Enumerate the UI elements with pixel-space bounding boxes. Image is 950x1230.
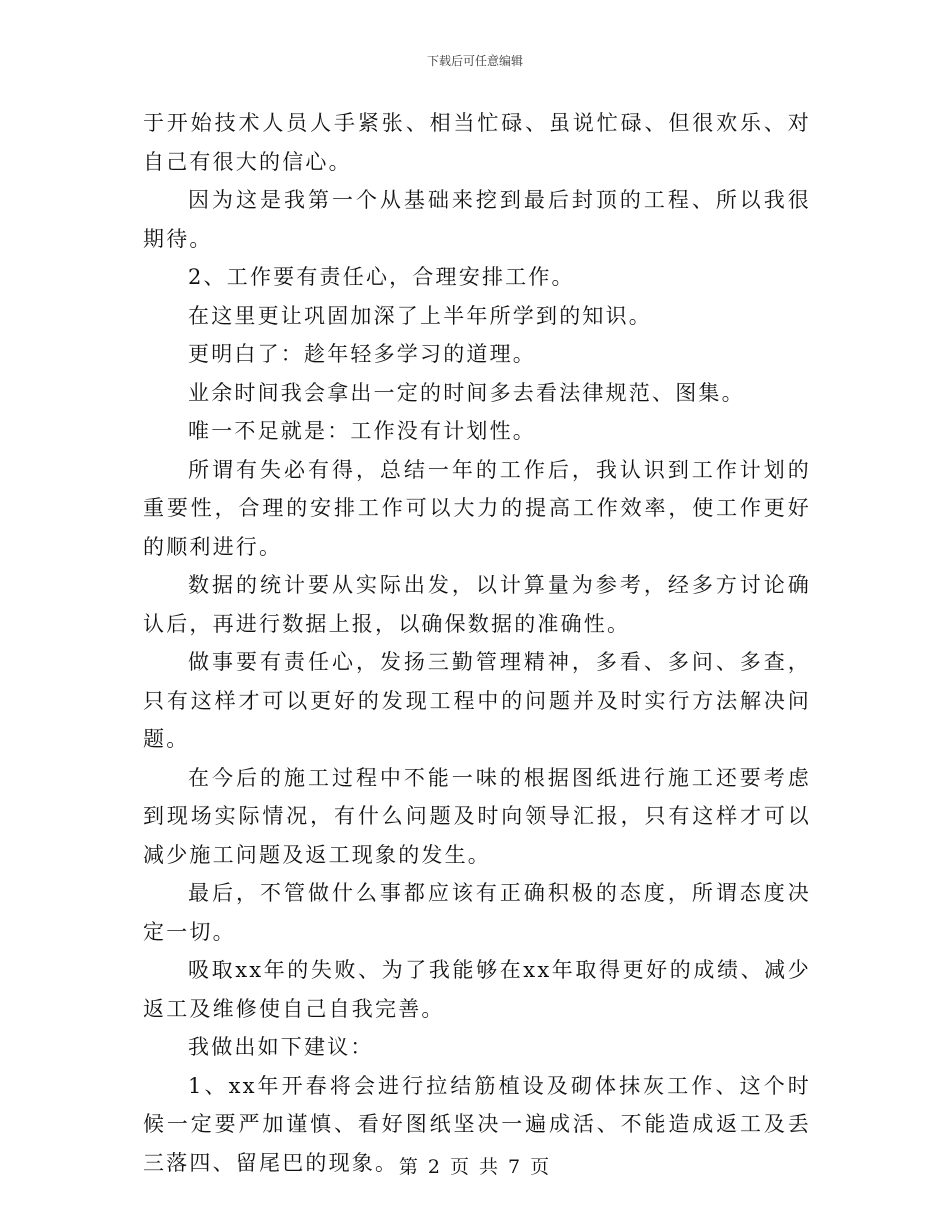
paragraph: 所谓有失必有得，总结一年的工作后，我认识到工作计划的重要性，合理的安排工作可以大力的提高工作效率，使工作更好的顺利进行。 xyxy=(143,457,811,559)
page-header: 下载后可任意编辑 xyxy=(426,54,523,68)
paragraph: 最后，不管做什么事都应该有正确积极的态度，所谓态度决定一切。 xyxy=(143,881,811,944)
paragraph: 2、工作要有责任心，合理安排工作。 xyxy=(188,265,575,289)
page-number-footer: 第 2 页 共 7 页 xyxy=(398,1156,552,1178)
paragraph: 做事要有责任心，发扬三勤管理精神，多看、多问、多查，只有这样才可以更好的发现工程中的问题并及时实行方法解决问题。 xyxy=(143,650,811,751)
paragraph: 我做出如下建议： xyxy=(188,1035,374,1059)
paragraph: 在今后的施工过程中不能一味的根据图纸进行施工还要考虑到现场实际情况，有什么问题及时向领导汇报，只有这样才可以减少施工问题及返工现象的发生。 xyxy=(143,765,811,867)
paragraph: 于开始技术人员人手紧张、相当忙碌、虽说忙碌、但很欢乐、对自己有很大的信心。 xyxy=(143,111,811,174)
paragraph: 数据的统计要从实际出发，以计算量为参考，经多方讨论确认后，再进行数据上报，以确保数据的准确性。 xyxy=(143,573,811,636)
paragraph: 因为这是我第一个从基础来挖到最后封顶的工程、所以我很期待。 xyxy=(143,188,811,251)
document-body xyxy=(143,104,811,1182)
paragraph: 唯一不足就是：工作没有计划性。 xyxy=(188,419,536,443)
paragraph: 吸取xx年的失败、为了我能够在xx年取得更好的成绩、减少返工及维修使自己自我完善。 xyxy=(143,958,811,1021)
paragraph: 业余时间我会拿出一定的时间多去看法律规范、图集。 xyxy=(188,380,745,405)
paragraph: 在这里更让巩固加深了上半年所学到的知识。 xyxy=(188,303,652,328)
paragraph: 1、xx年开春将会进行拉结筋植设及砌体抹灰工作、这个时候一定要严加谨慎、看好图纸坚决一遍成活、不能造成返工及丢三落四、留尾巴的现象。 xyxy=(143,1073,811,1175)
paragraph: 更明白了：趁年轻多学习的道理。 xyxy=(188,342,536,366)
